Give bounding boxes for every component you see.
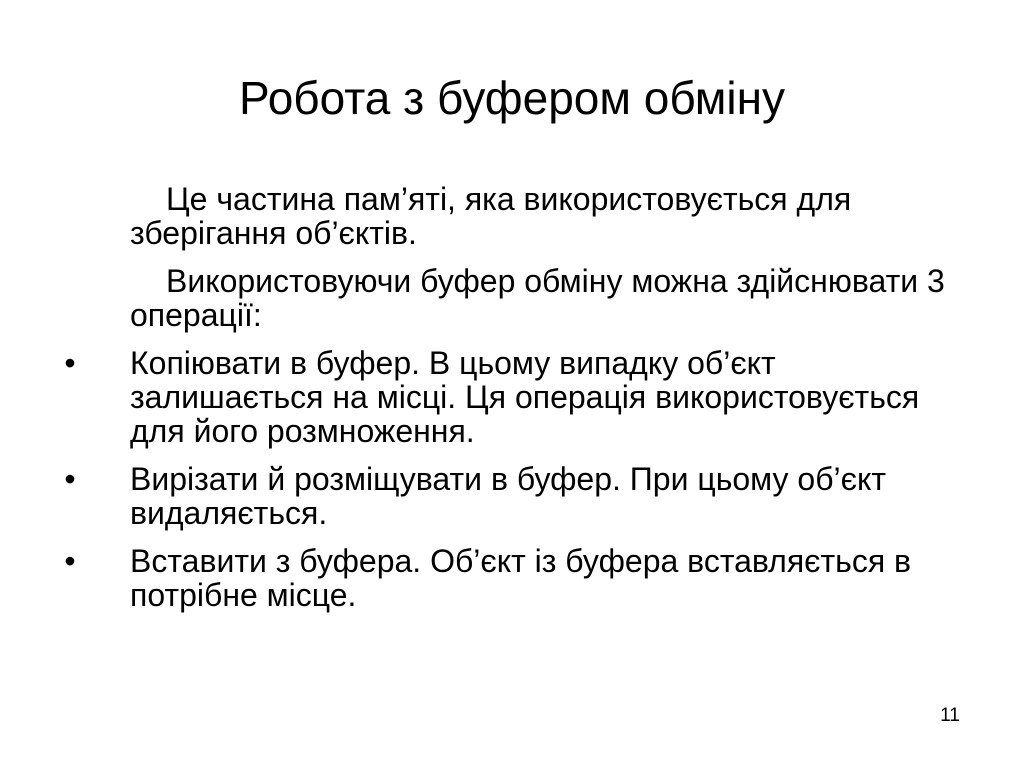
slide-body (64, 181, 970, 626)
list-item-copy (64, 345, 970, 449)
operations-list (64, 345, 970, 613)
bullet-icon: • (64, 461, 76, 497)
slide-title: Робота з буфером обміну (239, 72, 785, 124)
list-item-text: Копіювати в буфер. В цьому випадку об’єкт залишається на місці. Ця операція використовується для його розмноження. (130, 345, 920, 449)
slide-number: 11 (940, 705, 960, 726)
list-item-paste (64, 543, 970, 613)
bullet-icon: • (64, 543, 76, 579)
bullet-icon: • (64, 345, 76, 381)
body-paragraph-operations-intro: Використовуючи буфер обміну можна здійснювати 3 операції: (130, 263, 945, 333)
list-item-text: Вирізати й розміщувати в буфер. При цьому об’єкт видаляється. (130, 461, 886, 531)
body-paragraph-definition: Це частина пам’яті, яка використовується для зберігання об’єктів. (130, 181, 852, 251)
list-item-text: Вставити з буфера. Об’єкт із буфера вставляється в потрібне місце. (130, 543, 912, 613)
list-item-cut (64, 461, 970, 531)
